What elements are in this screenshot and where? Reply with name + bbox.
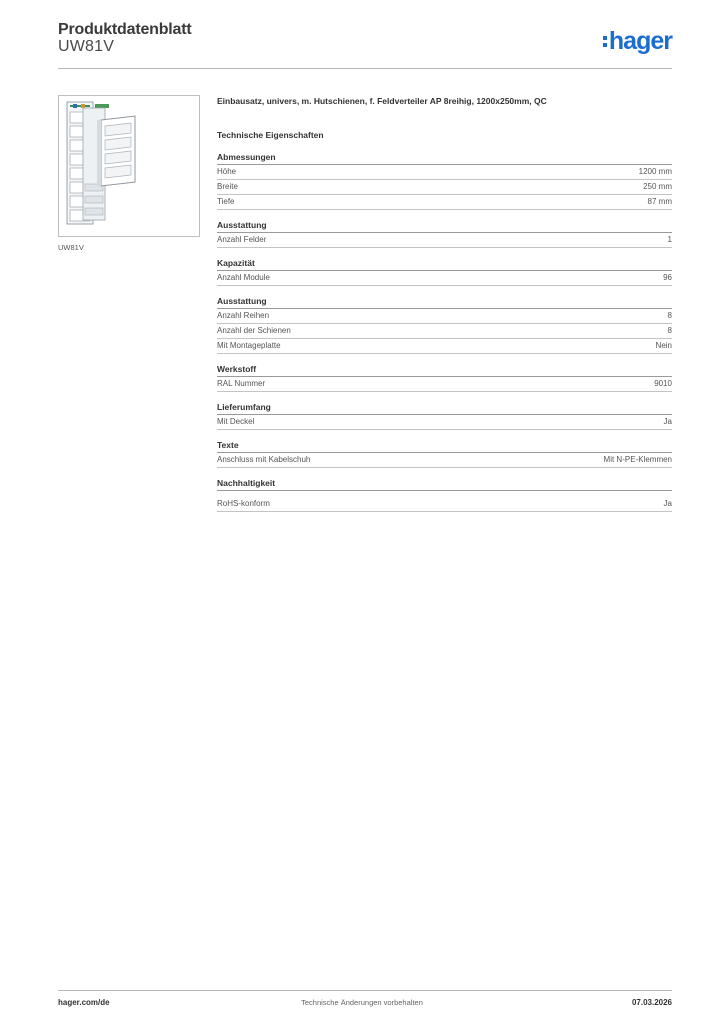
spec-row [217, 497, 672, 512]
spec-section [217, 402, 672, 430]
spec-label: Breite [217, 182, 238, 191]
technical-heading: Technische Eigenschaften [217, 130, 324, 140]
spec-section [217, 152, 672, 210]
spec-section [217, 296, 672, 354]
spec-label: Anschluss mit Kabelschuh [217, 455, 311, 464]
spec-row [217, 233, 672, 248]
spec-label: RAL Nummer [217, 379, 266, 388]
product-code: UW81V [58, 38, 115, 55]
spec-row [217, 309, 672, 324]
distribution-board-illustration-icon [59, 96, 199, 236]
logo-text: hager [608, 27, 672, 55]
spec-row [217, 180, 672, 195]
spec-label: Tiefe [217, 197, 235, 206]
footer-date: 07.03.2026 [631, 998, 672, 1007]
spec-section [217, 258, 672, 286]
footer-divider [58, 990, 672, 991]
spec-section-title: Abmessungen [217, 152, 672, 165]
spec-section [217, 440, 672, 468]
logo-dots-icon [603, 36, 607, 47]
spec-row [217, 165, 672, 180]
spec-value: Ja [663, 499, 672, 508]
footer-website-link[interactable]: hager.com/de [58, 998, 110, 1007]
spec-value: 96 [663, 273, 672, 282]
spec-section [217, 364, 672, 392]
spec-value: Ja [663, 417, 672, 426]
spec-label: Anzahl Felder [217, 235, 267, 244]
spec-row [217, 377, 672, 392]
spec-row [217, 271, 672, 286]
spec-value: Nein [655, 341, 672, 350]
spec-row [217, 453, 672, 468]
spec-label: Anzahl Module [217, 273, 270, 282]
spec-value: 8 [667, 326, 672, 335]
product-content [217, 96, 672, 522]
spec-section-title: Nachhaltigkeit [217, 478, 672, 491]
spec-row [217, 195, 672, 210]
spec-value: 87 mm [647, 197, 672, 206]
spec-section-title: Lieferumfang [217, 402, 672, 415]
spec-section-title: Kapazität [217, 258, 672, 271]
spec-label: RoHS-konform [217, 499, 270, 508]
spec-label: Mit Montageplatte [217, 341, 281, 350]
spec-value: 250 mm [643, 182, 672, 191]
technical-sections [217, 152, 672, 512]
spec-value: 1 [667, 235, 672, 244]
header-divider [58, 68, 672, 69]
spec-section [217, 220, 672, 248]
spec-value: Mit N-PE-Klemmen [603, 455, 672, 464]
spec-value: 8 [667, 311, 672, 320]
spec-value: 9010 [654, 379, 672, 388]
spec-row [217, 324, 672, 339]
image-caption: UW81V [58, 243, 84, 252]
document-title: Produktdatenblatt [58, 21, 192, 38]
spec-label: Anzahl Reihen [217, 311, 270, 320]
spec-row [217, 339, 672, 354]
spec-section-title: Ausstattung [217, 220, 672, 233]
spec-section-title: Ausstattung [217, 296, 672, 309]
spec-section [217, 478, 672, 512]
product-image [58, 95, 200, 237]
spec-label: Höhe [217, 167, 237, 176]
spec-label: Mit Deckel [217, 417, 255, 426]
spec-value: 1200 mm [638, 167, 672, 176]
spec-label: Anzahl der Schienen [217, 326, 291, 335]
spec-row [217, 415, 672, 430]
spec-section-title: Texte [217, 440, 672, 453]
product-description: Einbausatz, univers, m. Hutschienen, f. Feldverteiler AP 8reihig, 1200x250mm, QC [217, 96, 547, 106]
footer-notice: Technische Änderungen vorbehalten [301, 998, 423, 1007]
hager-logo [603, 28, 672, 54]
spec-section-title: Werkstoff [217, 364, 672, 377]
